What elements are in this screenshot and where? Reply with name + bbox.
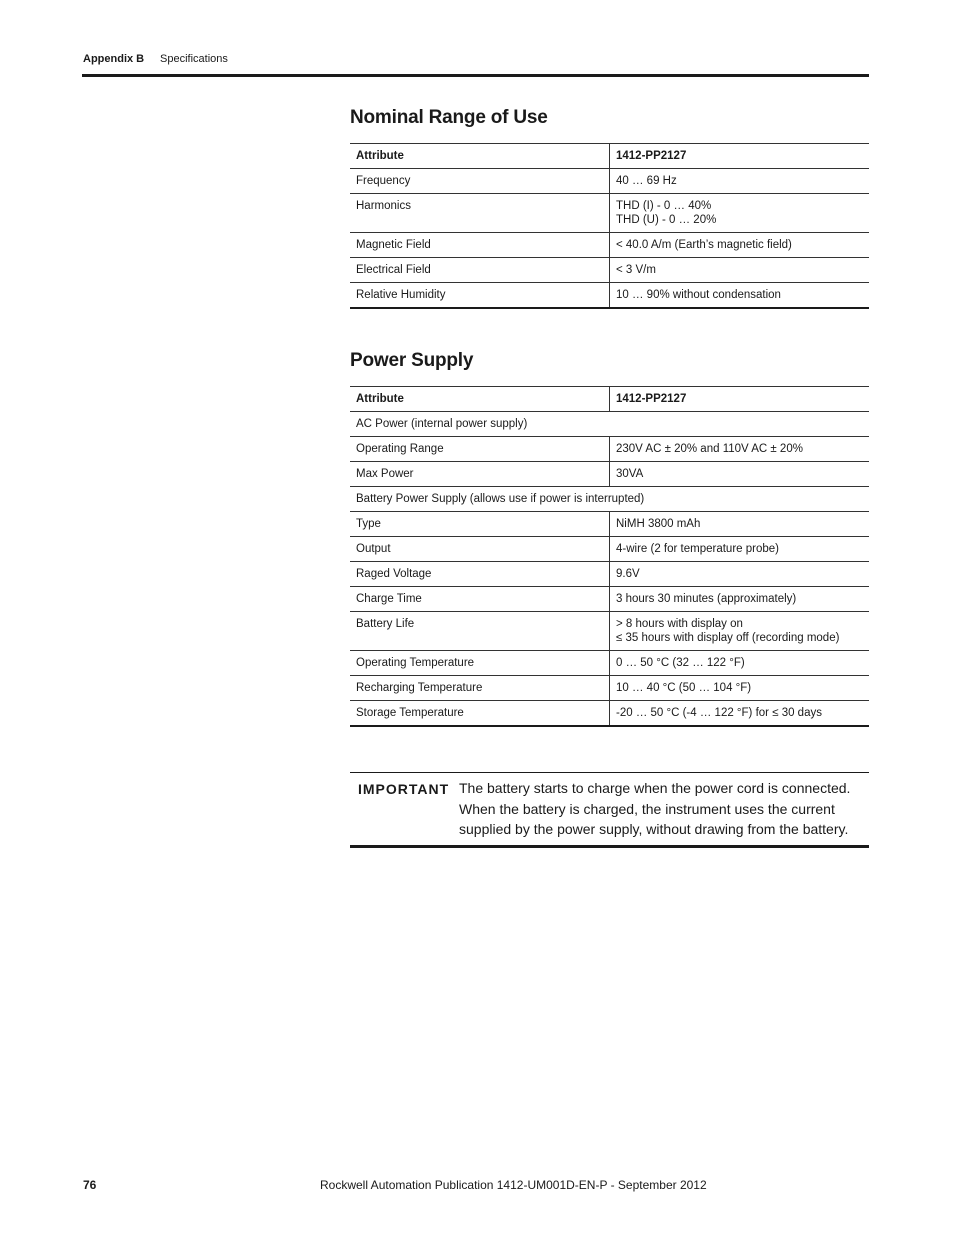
table-row <box>350 562 869 587</box>
value-cell: NiMH 3800 mAh <box>610 512 870 537</box>
value-cell <box>610 612 870 651</box>
table-row <box>350 676 869 701</box>
header-section: Specifications <box>160 53 228 65</box>
power-supply-table <box>350 386 869 727</box>
table-group-row <box>350 487 869 512</box>
value-cell: 10 … 40 °C (50 … 104 °F) <box>610 676 870 701</box>
attr-cell: Type <box>350 512 610 537</box>
column-header-attribute: Attribute <box>350 387 610 412</box>
table-row <box>350 437 869 462</box>
table-row <box>350 587 869 612</box>
attr-cell: Max Power <box>350 462 610 487</box>
table-row <box>350 233 869 258</box>
attr-cell: Operating Range <box>350 437 610 462</box>
table-row <box>350 258 869 283</box>
attr-cell: Frequency <box>350 169 610 194</box>
group-label-ac-power: AC Power (internal power supply) <box>350 412 869 437</box>
table-row <box>350 537 869 562</box>
value-cell: 4-wire (2 for temperature probe) <box>610 537 870 562</box>
attr-cell: Battery Life <box>350 612 610 651</box>
column-header-model: 1412-PP2127 <box>610 144 870 169</box>
table-group-row <box>350 412 869 437</box>
column-header-attribute: Attribute <box>350 144 610 169</box>
page-number: 76 <box>83 1178 97 1192</box>
nominal-range-table <box>350 143 869 309</box>
running-header <box>83 53 228 65</box>
header-appendix: Appendix B <box>83 53 145 65</box>
group-label-battery: Battery Power Supply (allows use if power is interrupted) <box>350 487 869 512</box>
publication-info: Rockwell Automation Publication 1412-UM001D-EN-P - September 2012 <box>320 1178 707 1192</box>
value-cell: 30VA <box>610 462 870 487</box>
attr-cell: Recharging Temperature <box>350 676 610 701</box>
attr-cell: Electrical Field <box>350 258 610 283</box>
table-header-row <box>350 144 869 169</box>
value-cell: 10 … 90% without condensation <box>610 283 870 309</box>
column-header-model: 1412-PP2127 <box>610 387 870 412</box>
important-top-rule <box>350 772 869 773</box>
table-row <box>350 194 869 233</box>
power-supply-title: Power Supply <box>350 350 474 371</box>
attr-cell: Harmonics <box>350 194 610 233</box>
attr-cell: Storage Temperature <box>350 701 610 727</box>
table-row <box>350 462 869 487</box>
table-row <box>350 169 869 194</box>
nominal-range-title: Nominal Range of Use <box>350 107 548 128</box>
value-cell: 0 … 50 °C (32 … 122 °F) <box>610 651 870 676</box>
value-cell: 3 hours 30 minutes (approximately) <box>610 587 870 612</box>
table-row <box>350 651 869 676</box>
value-cell <box>610 194 870 233</box>
table-row <box>350 283 869 309</box>
value-cell: 40 … 69 Hz <box>610 169 870 194</box>
value-cell: < 40.0 A/m (Earth’s magnetic field) <box>610 233 870 258</box>
value-cell: 230V AC ± 20% and 110V AC ± 20% <box>610 437 870 462</box>
attr-cell: Charge Time <box>350 587 610 612</box>
important-text: The battery starts to charge when the power cord is connected. When the battery is charged, the instrument uses the current supplied by the power supply, without drawing from the battery. <box>459 780 851 837</box>
important-bottom-rule <box>350 845 869 848</box>
value-line: THD (I) - 0 … 40% <box>616 200 712 212</box>
value-cell: 9.6V <box>610 562 870 587</box>
attr-cell: Raged Voltage <box>350 562 610 587</box>
attr-cell: Operating Temperature <box>350 651 610 676</box>
value-cell: < 3 V/m <box>610 258 870 283</box>
table-row <box>350 512 869 537</box>
important-label: IMPORTANT <box>358 781 450 797</box>
attr-cell: Magnetic Field <box>350 233 610 258</box>
value-line: ≤ 35 hours with display off (recording mode) <box>616 632 840 644</box>
table-row <box>350 612 869 651</box>
table-row <box>350 701 869 727</box>
value-cell: -20 … 50 °C (-4 … 122 °F) for ≤ 30 days <box>610 701 870 727</box>
table-header-row <box>350 387 869 412</box>
header-rule <box>82 74 869 77</box>
attr-cell: Output <box>350 537 610 562</box>
value-line: > 8 hours with display on <box>616 618 743 630</box>
value-line: THD (U) - 0 … 20% <box>616 214 717 226</box>
attr-cell: Relative Humidity <box>350 283 610 309</box>
